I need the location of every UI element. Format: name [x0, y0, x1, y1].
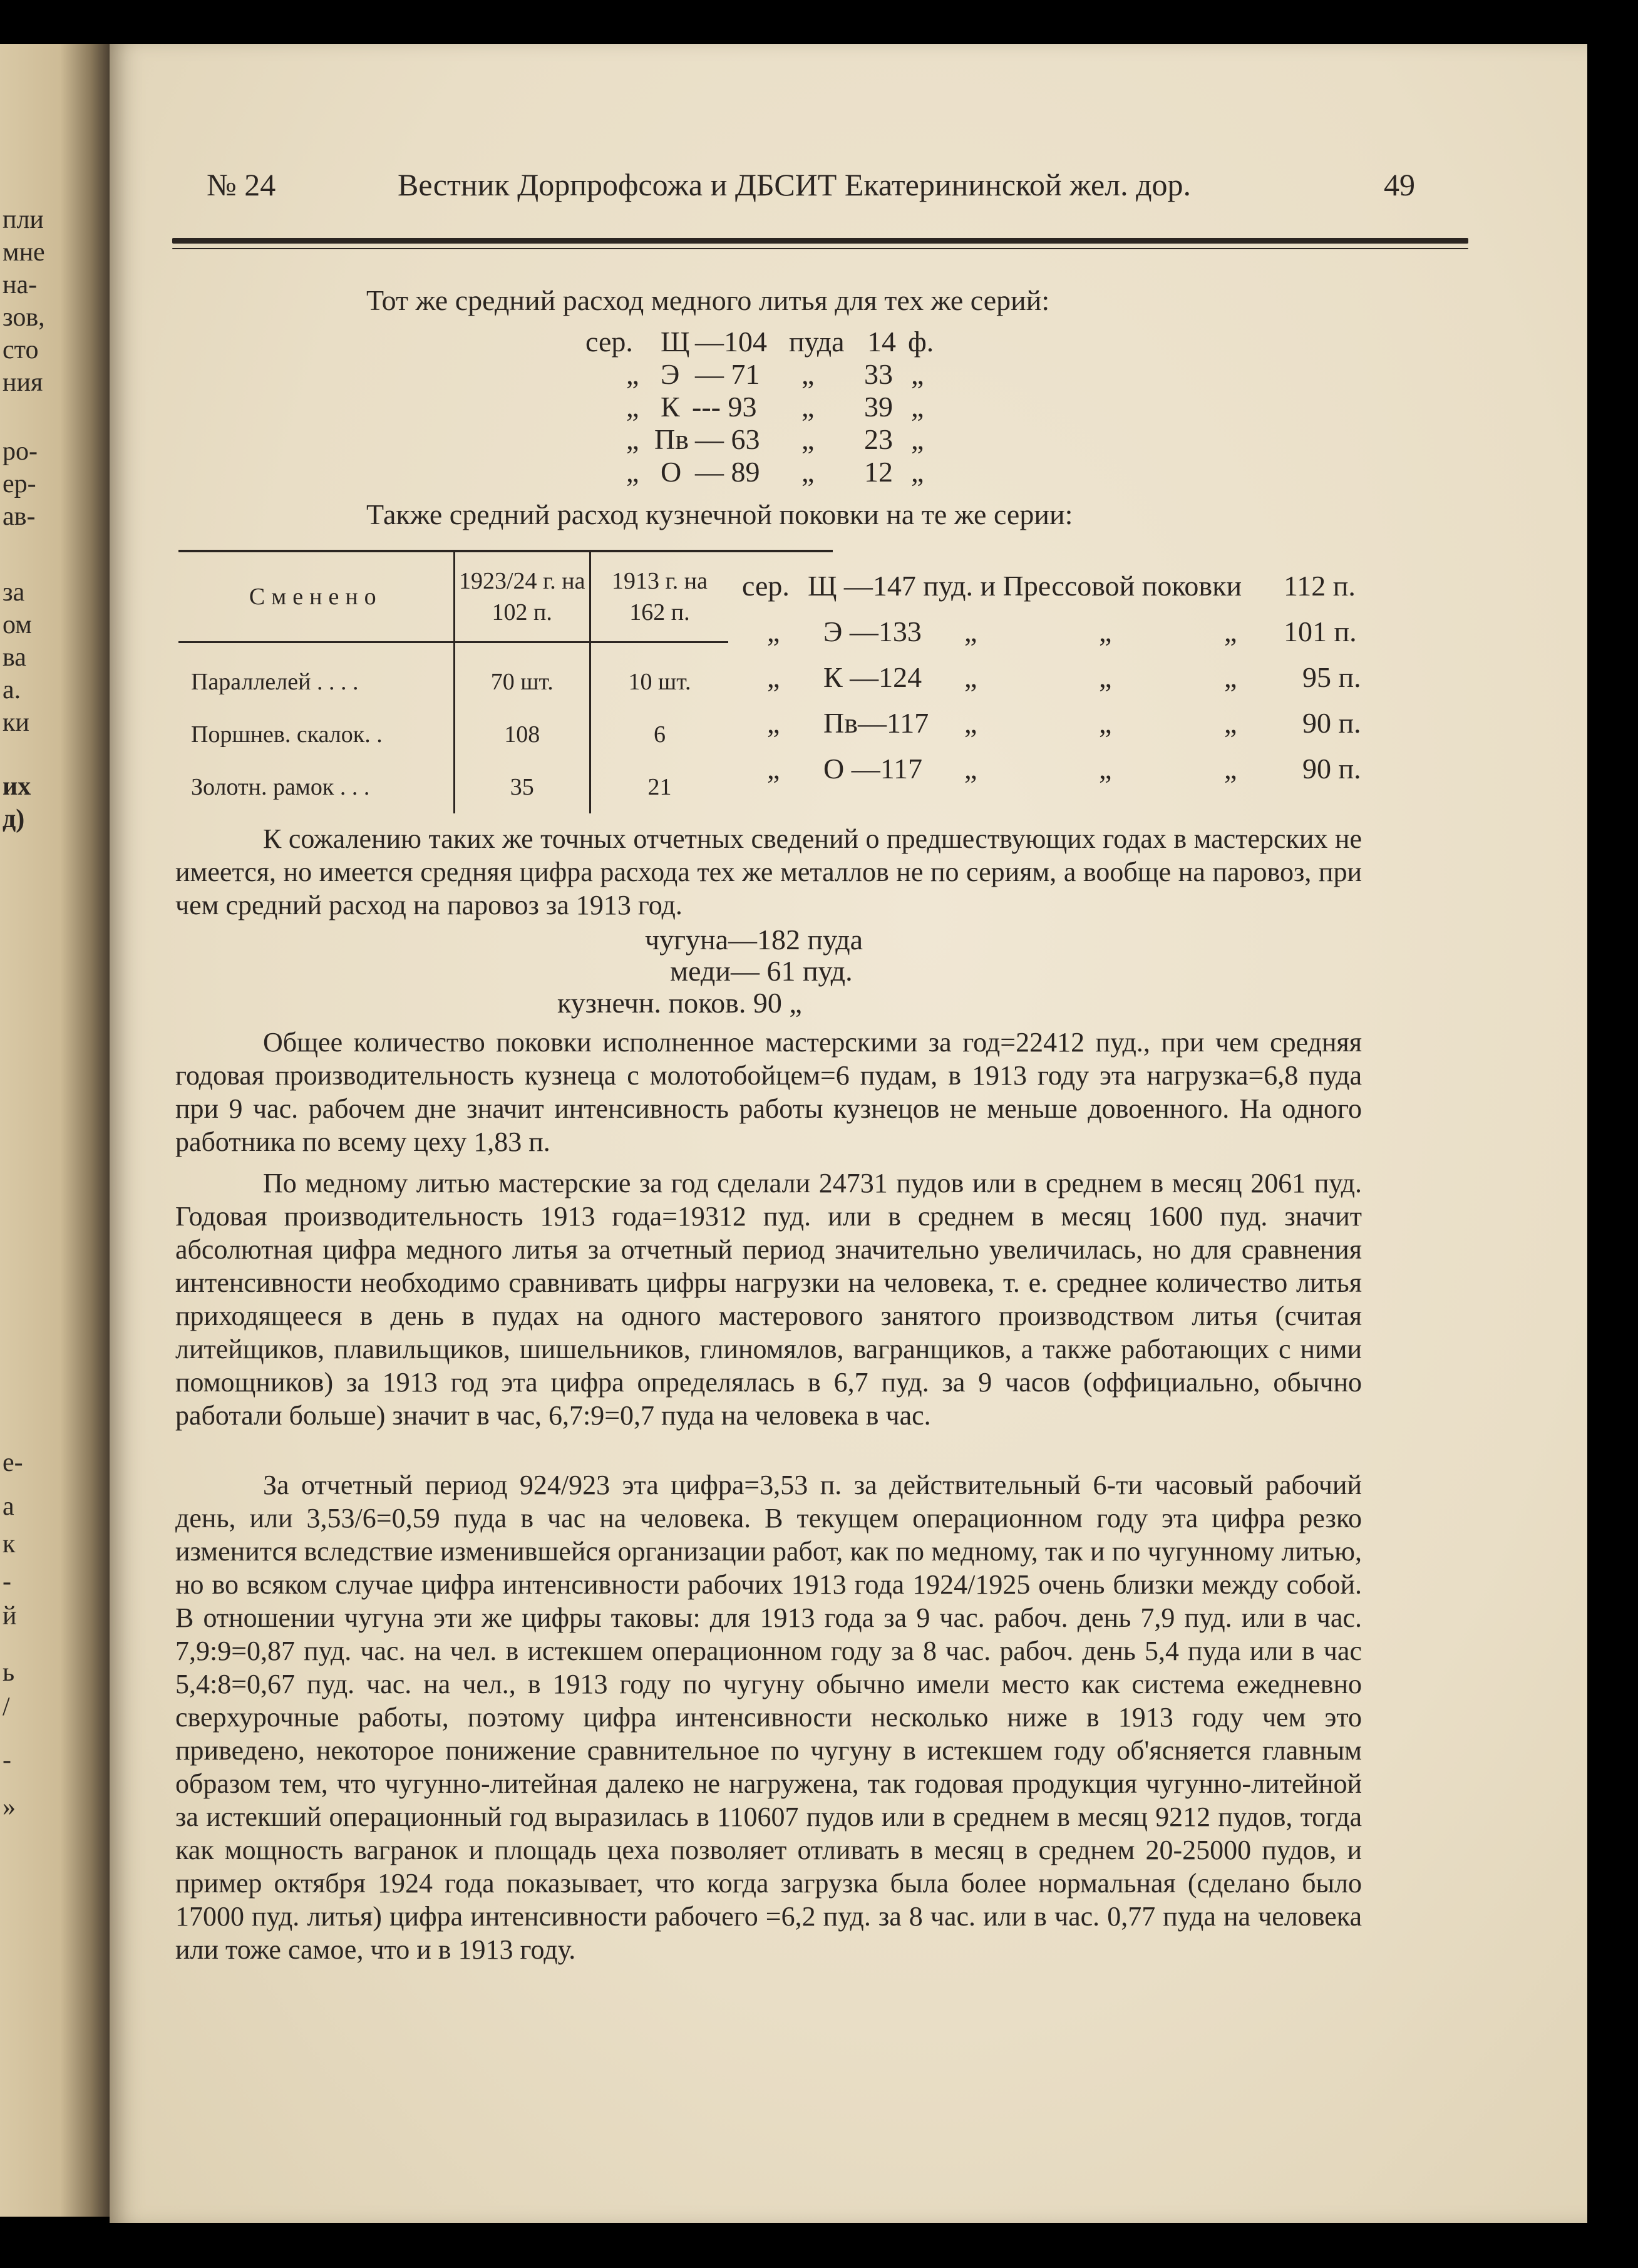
- margin-fragment: ом: [3, 611, 32, 639]
- margin-fragment: ер-: [3, 470, 36, 498]
- table-cell: 6: [590, 708, 728, 761]
- copper-intro: Тот же средний расход медного литья для тех же серий:: [366, 284, 1050, 316]
- margin-fragment: а.: [3, 676, 21, 704]
- table-cell: 70 шт.: [454, 642, 590, 709]
- replaced-parts-table: [178, 552, 728, 813]
- margin-fragment: за: [3, 578, 25, 607]
- page-number: 49: [1384, 167, 1415, 202]
- column-header: 1913 г. на 162 п.: [590, 552, 728, 642]
- table-cell: 10 шт.: [590, 642, 728, 709]
- table-cell: Золотн. рамок . . .: [191, 774, 370, 800]
- forging-intro: Также средний расход кузнечной поковки на те же серии:: [366, 498, 1073, 530]
- margin-fragment: мне: [3, 238, 45, 267]
- margin-fragment: пли: [3, 205, 44, 234]
- column-header: 1923/24 г. на 102 п.: [454, 552, 590, 642]
- paragraph-reporting-period: За отчетный период 924/923 эта цифра=3,53 п. за действительный 6-ти часовый рабочий день, или 3,53/6=0,59 пуда в час на человека. В текущем операционном году эта цифра резко изменится вследствие изменившейся организации работ, как по медному, так и по чугунному литью, но во всяком случае цифра интенсивности рабочих 1913 года 1924/1925 очень близки между собой. В отношении чугуна эти же цифры таковы: для 1913 года за 9 час. рабоч. день 7,9 пуд. или в час. 7,9:9=0,87 пуд. час. на чел. в истекшем операционном году за 8 час. рабоч. день 5,4 пуда или в час 5,4:8=0,67 пуд. час. на чел., в 1913 году по чугуну обычно имели место как система ежедневно сверхурочные работы, поэтому цифра интенсивности несколько ниже в 1913 году чем это приведено, некоторое понижение сравнительное по чугуну в истекшем году об'ясняется главным образом тем, что чугунно-литейная далеко не нагружена, так годовая продукция чугунно-литейной за истекший операционный год выразилась в 110607 пудов или в среднем в месяц 9212 пудов, тогда как мощность вагранок и площадь цеха позволяет отливать в месяц в среднем 20-25000 пудов, и пример октября 1924 года показывает, что когда загрузка была более нормальная (сделано было 17000 пуд. литья) цифра интенсивности рабочего =6,2 пуд. за 8 час. или в час. 0,77 пуда на человека или тоже самое, что и в 1913 году.: [175, 1470, 1362, 1965]
- table-row: [178, 708, 728, 761]
- margin-fragment: »: [3, 1793, 16, 1822]
- adjacent-page-strip: [0, 44, 110, 2217]
- table-cell: 108: [454, 708, 590, 761]
- margin-fragment: ь: [3, 1658, 15, 1687]
- margin-fragment: зов,: [3, 303, 45, 332]
- margin-fragment: а: [3, 1492, 14, 1521]
- margin-fragment: на-: [3, 271, 38, 299]
- average-forging: кузнечн. поков. 90 „: [557, 987, 802, 1019]
- margin-fragment: й: [3, 1602, 17, 1631]
- header-rule-thin: [172, 248, 1468, 249]
- paragraph-copper-casting: По медному литью мастерские за год сделали 24731 пудов или в среднем в месяц 2061 пуд. Годовая производительность 1913 года=19312 пуд. или в среднем в месяц 1600 пуд. значит абсолютная цифра медного литья за отчетный период значительно увеличилась, но для сравнения интенсивности необходимо сравнивать цифры нагрузки на человека, т. е. среднее количество литья приходящееся в день в пудах на одного мастерового занятого производством литья (считая литейщиков, плавильщиков, шишельников, глиномялов, вагранщиков, а также работающих с ними помощников) за 1913 год эта цифра определялась в 6,7 пуд. за 9 часов (оффициально, обычно работали больше) значит в час, 6,7:9=0,7 пуда на человека в час.: [175, 1168, 1362, 1431]
- table-cell: 21: [590, 761, 728, 813]
- table-header-row: [178, 552, 728, 642]
- journal-page: № 24 Вестник Дорпрофсожа и ДБСИТ Екатерининской жел. дор. 49 Тот же средний расход медного литья для тех же серий: сер. Щ —104 пуда 14 ф. „ Э — 71 „ 33 „ „ К --- 93 „ 39 „ „ Пв — 63 „ 23 „ „ О — 89 „ 12 „ Также средний расход кузнечной поковки на те же серии: Сменено 1923/24 г. на 102 п. 1913 г. на 162 п. Параллелей . . . . 70 шт. 10 шт. Поршнев. скалок. . 108 6 Золотн. рамок . . . 35 21 сер. Щ —147 пуд. и Прессовой поковки 112 п. „ Э —133 „ „ „ 101 п. „ К —124 „ „ „ 95 п. „ Пв—117 „ „ „ 90 п. „ О —117 „ „ „ 90 п. К сожалению таких же точных отчетных сведений о предшествующих годах в мастерских не имеется, но имеется средняя цифра расхода тех же металлов не по сериям, а вообще на паровоз, при чем средний расход на паровоз за 1913 год. чугуна—182 пуда меди— 61 пуд. кузнечн. поков. 90 „ Общее количество поковки исполненное мастерскими за год=22412 пуд., при чем средняя годовая производительность кузнеца с молотобойцем=6 пудам, в 1913 году эта нагрузка=6,8 пуда при 9 час. рабочем дне значит интенсивность работы кузнецов не меньше довоенного. На одного работника по всему цеху 1,83 п. По медному литью мастерские за год сделали 24731 пудов или в среднем в месяц 2061 пуд. Годовая производительность 1913 года=19312 пуд. или в среднем в месяц 1600 пуд. значит абсолютная цифра медного литья за отчетный период значительно увеличилась, но для сравнения интенсивности необходимо сравнивать цифры нагрузки на человека, т. е. среднее количество литья приходящееся в день в пудах на одного мастерового занятого производством литья (считая литейщиков, плавильщиков, шишельников, глиномялов, вагранщиков, а также работающих с ними помощников) за 1913 год эта цифра определялась в 6,7 пуд. за 9 часов (оффициально, обычно работали больше) значит в час, 6,7:9=0,7 пуда на человека в час. За отчетный период 924/923 эта цифра=3,53 п. за действительный 6-ти часовый рабочий день, или 3,53/6=0,59 пуда в час на человека. В текущем операционном году эта цифра резко изменится вследствие изменившейся организации работ, как по медному, так и по чугунному литью, но во всяком случае цифра интенсивности рабочих 1913 года 1924/1925 очень близки между собой. В отношении чугуна эти же цифры таковы: для 1913 года за 9 час. рабоч. день 7,9 пуд. или в час. 7,9:9=0,87 пуд. час. на чел. в истекшем операционном году за 8 час. рабоч. день 5,4 пуда или в час 5,4:8=0,67 пуд. час. на чел., в 1913 году по чугуну обычно имели место как система ежедневно сверхурочные работы, поэтому цифра интенсивности несколько ниже в 1913 году чем это приведено, некоторое понижение сравнительное по чугуну в истекшем году об'ясняется главным образом тем, что чугунно-литейная далеко не нагружена, так годовая продукция чугунно-литейной за истекший операционный год выразилась в 110607 пудов или в среднем в месяц 9212 пудов, тогда как мощность вагранок и площадь цеха позволяет отливать в месяц в среднем 20-25000 пудов, и пример октября 1924 года показывает, что когда загрузка была более нормальная (сделано было 17000 пуд. литья) цифра интенсивности рабочего =6,2 пуд. за 8 час. или в час. 0,77 пуда на человека или тоже самое, что и в 1913 году.: [110, 44, 1587, 2223]
- paragraph-no-records: К сожалению таких же точных отчетных сведений о предшествующих годах в мастерских не имеется, но имеется средняя цифра расхода тех же металлов не по сериям, а вообще на паровоз, при чем средний расход на паровоз за 1913 год.: [175, 823, 1362, 920]
- column-header: Сменено: [178, 552, 454, 642]
- table-cell: Поршнев. скалок. .: [191, 721, 383, 748]
- margin-fragment: е-: [3, 1448, 23, 1477]
- issue-number: № 24: [207, 167, 276, 202]
- table-cell: 35: [454, 761, 590, 813]
- margin-fragment: -: [3, 1746, 11, 1775]
- paragraph-forging-total: Общее количество поковки исполненное мастерскими за год=22412 пуд., при чем средняя годовая производительность кузнеца с молотобойцем=6 пудам, в 1913 году эта нагрузка=6,8 пуда при 9 час. рабочем дне значит интенсивность работы кузнецов не меньше довоенного. На одного работника по всему цеху 1,83 п.: [175, 1027, 1362, 1157]
- margin-fragment: -: [3, 1567, 11, 1596]
- margin-fragment: ав-: [3, 502, 36, 531]
- running-header: [207, 160, 1453, 210]
- average-cast-iron: чугуна—182 пуда: [645, 924, 863, 956]
- margin-fragment: к: [3, 1530, 16, 1559]
- table-row: [178, 642, 728, 709]
- table-cell: Параллелей . . . .: [191, 669, 359, 695]
- margin-fragment: их: [3, 772, 31, 801]
- margin-fragment: д): [3, 805, 25, 833]
- margin-fragment: ки: [3, 708, 29, 737]
- margin-fragment: /: [3, 1693, 10, 1721]
- table-row: [178, 761, 728, 813]
- margin-fragment: сто: [3, 336, 39, 364]
- margin-fragment: ро-: [3, 437, 38, 466]
- margin-fragment: ния: [3, 368, 43, 397]
- average-copper: меди— 61 пуд.: [670, 955, 853, 987]
- margin-fragment: ва: [3, 643, 26, 672]
- journal-title: Вестник Дорпрофсожа и ДБСИТ Екатерининской жел. дор.: [398, 167, 1192, 202]
- header-rule: [172, 238, 1468, 244]
